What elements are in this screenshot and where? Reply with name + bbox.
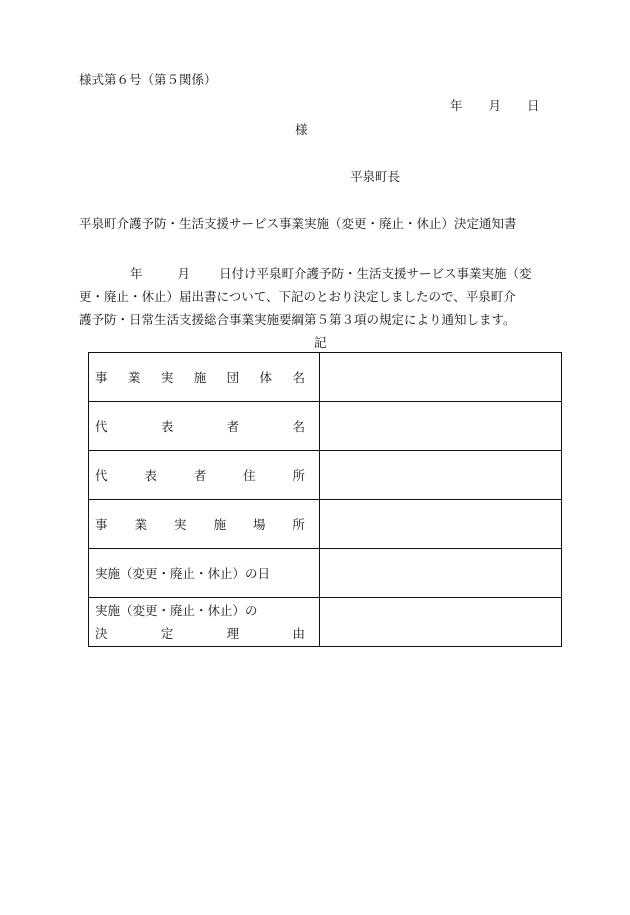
body-year-label: 年 <box>130 266 143 281</box>
value-representative-address[interactable] <box>320 451 562 500</box>
label-char: 業 <box>134 517 147 532</box>
label-char: 事 <box>95 517 108 532</box>
label-char: 体 <box>259 370 273 385</box>
label-char: 決 <box>95 626 108 641</box>
body-line-3: 護予防・日常生活支援総合事業実施要綱第５第３項の規定により通知します。 <box>79 312 516 327</box>
date-month-label: 月 <box>488 98 502 113</box>
label-representative-address <box>89 451 320 500</box>
label-char: 表 <box>144 468 157 483</box>
label-char: 表 <box>160 419 174 434</box>
date-line <box>450 96 540 114</box>
decision-reason-line-2 <box>95 622 305 645</box>
date-year-label: 年 <box>450 98 463 113</box>
form-number: 様式第６号（第５関係） <box>79 72 217 87</box>
value-implementation-date[interactable] <box>320 549 562 598</box>
label-char: 者 <box>193 468 207 483</box>
table-row <box>89 500 562 549</box>
spread-label <box>95 417 305 435</box>
table-row <box>89 353 562 402</box>
spread-label <box>95 466 305 484</box>
value-business-location[interactable] <box>320 500 562 549</box>
label-char: 由 <box>292 626 305 641</box>
date-day-label: 日 <box>527 98 540 113</box>
spread-label <box>95 515 305 533</box>
label-char: 実 <box>160 370 174 385</box>
value-decision-reason[interactable] <box>320 598 562 647</box>
label-char: 場 <box>252 517 266 532</box>
body-line-1-text: 日付け平泉町介護予防・生活支援サービス事業実施（変 <box>219 266 532 281</box>
label-representative-name <box>89 402 320 451</box>
label-char: 名 <box>292 370 305 385</box>
body-line-2: 更・廃止・休止）届出書について、下記のとおり決定しましたので、平泉町介 <box>79 289 516 304</box>
details-table <box>88 352 562 647</box>
label-char: 事 <box>95 370 108 385</box>
spread-label <box>95 368 305 386</box>
table-row <box>89 402 562 451</box>
label-char: 所 <box>292 517 305 532</box>
table-row <box>89 451 562 500</box>
label-char: 施 <box>213 517 226 532</box>
label-char: 代 <box>95 468 108 483</box>
label-char: 者 <box>226 419 240 434</box>
label-char: 定 <box>160 626 174 641</box>
body-month-label: 月 <box>177 266 191 281</box>
document-title: 平泉町介護予防・生活支援サービス事業実施（変更・廃止・休止）決定通知書 <box>79 216 517 231</box>
label-decision-reason <box>89 598 320 647</box>
table-row <box>89 598 562 647</box>
ki-heading: 記 <box>314 335 327 350</box>
label-char: 住 <box>243 468 256 483</box>
label-char: 代 <box>95 419 108 434</box>
label-char: 実 <box>173 517 187 532</box>
label-char: 理 <box>226 626 240 641</box>
issuer-name: 平泉町長 <box>350 169 401 184</box>
label-char: 名 <box>292 419 305 434</box>
decision-reason-line-1: 実施（変更・廃止・休止）の <box>95 603 258 618</box>
value-organization-name[interactable] <box>320 353 562 402</box>
label-char: 施 <box>193 370 207 385</box>
label-implementation-date: 実施（変更・廃止・休止）の日 <box>89 549 320 598</box>
label-business-location <box>89 500 320 549</box>
value-representative-name[interactable] <box>320 402 562 451</box>
label-char: 業 <box>127 370 141 385</box>
label-char: 団 <box>226 370 240 385</box>
label-char: 所 <box>292 468 305 483</box>
table-row <box>89 549 562 598</box>
body-line-1 <box>79 262 557 285</box>
body-paragraph <box>79 262 557 331</box>
label-organization-name <box>89 353 320 402</box>
addressee-suffix: 様 <box>295 122 308 137</box>
